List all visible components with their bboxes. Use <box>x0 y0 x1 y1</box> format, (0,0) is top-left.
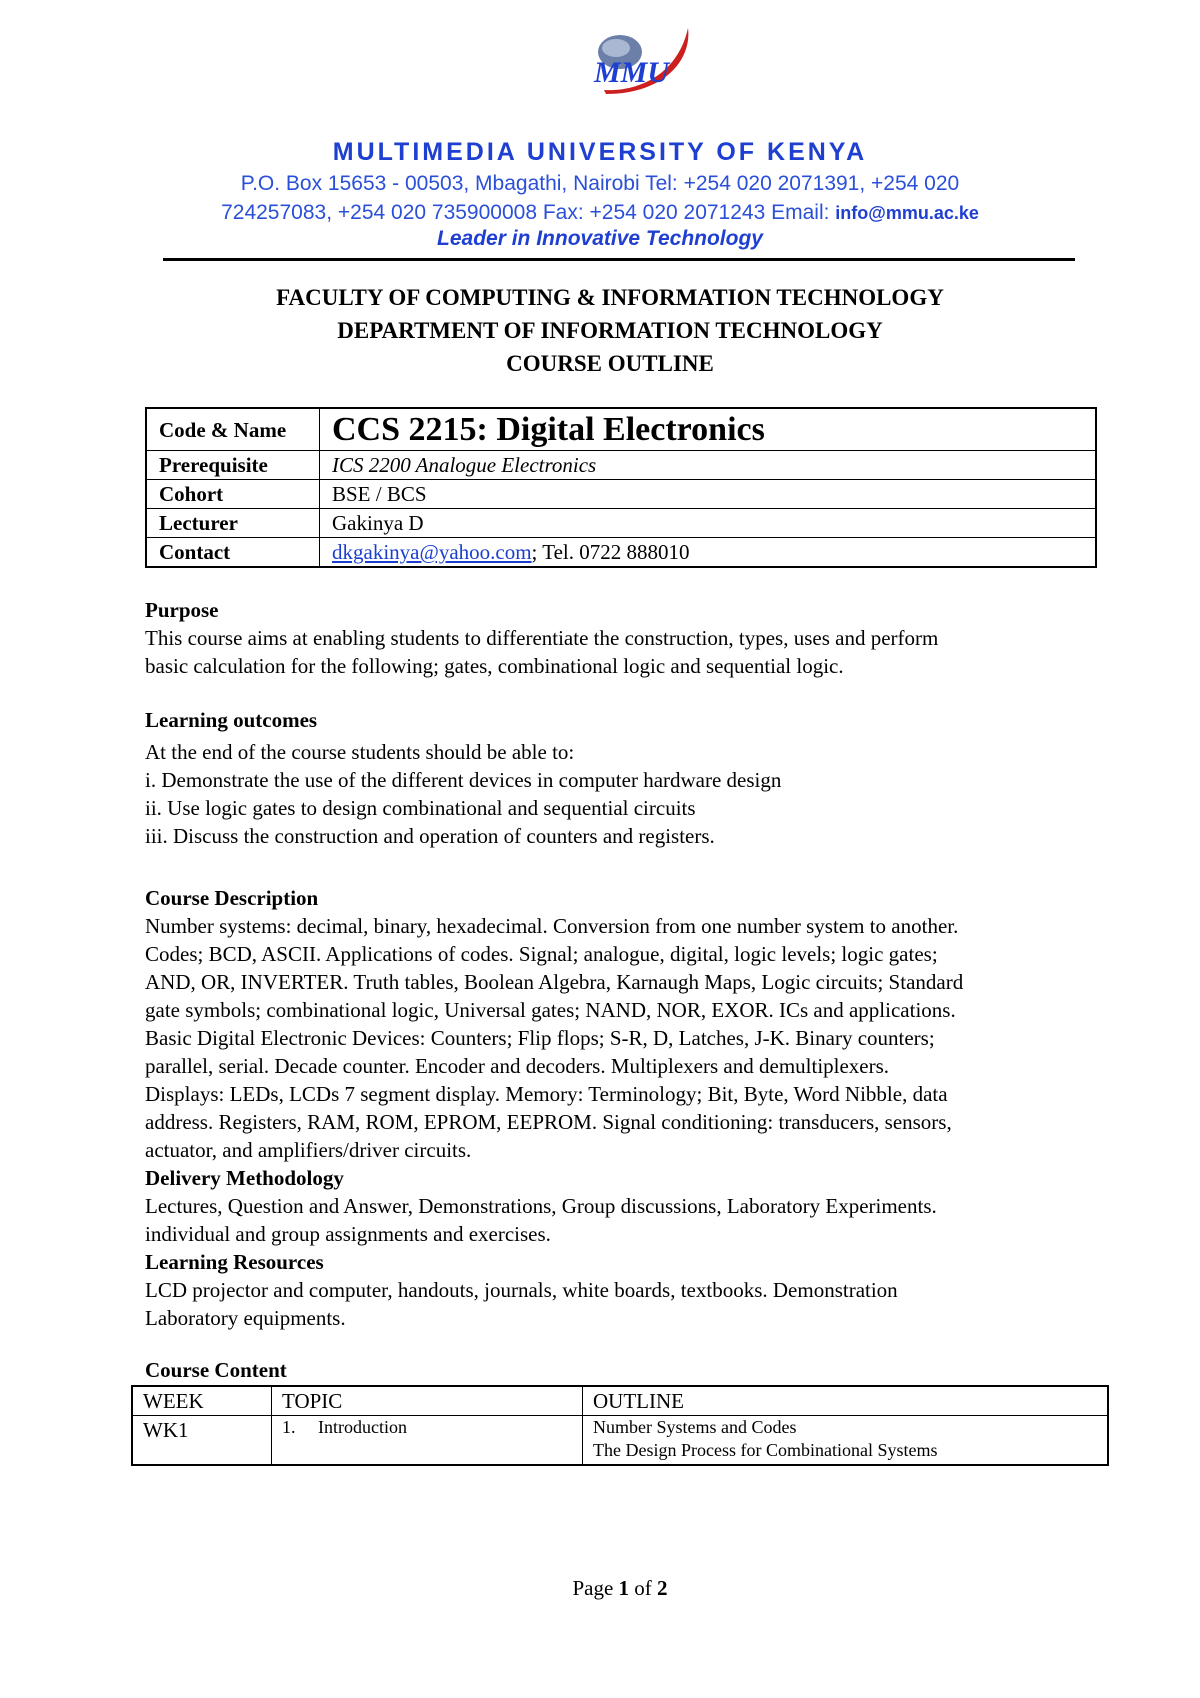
university-email-link[interactable]: info@mmu.ac.ke <box>835 203 979 223</box>
department-title: DEPARTMENT OF INFORMATION TECHNOLOGY <box>337 318 883 343</box>
prerequisite-value: ICS 2200 Analogue Electronics <box>320 451 1097 480</box>
outcome-line: At the end of the course students should be able to: <box>145 740 575 764</box>
faculty-title: FACULTY OF COMPUTING & INFORMATION TECHNOLOGY <box>276 285 944 310</box>
resources-line: LCD projector and computer, handouts, journals, white boards, textbooks. Demonstration <box>145 1278 898 1302</box>
description-line: Number systems: decimal, binary, hexadecimal. Conversion from one number system to another. <box>145 914 959 938</box>
col-week: WEEK <box>132 1386 272 1416</box>
description-line: Displays: LEDs, LCDs 7 segment display. Memory: Terminology; Bit, Byte, Word Nibble, data <box>145 1082 948 1106</box>
delivery-line: individual and group assignments and exercises. <box>145 1222 551 1246</box>
purpose-heading: Purpose <box>145 598 219 622</box>
description-line: address. Registers, RAM, ROM, EPROM, EEPROM. Signal conditioning: transducers, sensors, <box>145 1110 952 1134</box>
course-code-name: CCS 2215: Digital Electronics <box>320 408 1097 451</box>
cohort-label: Cohort <box>146 480 320 509</box>
description-line: Basic Digital Electronic Devices: Counters; Flip flops; S-R, D, Latches, J-K. Binary counters; <box>145 1026 935 1050</box>
header-divider <box>163 258 1075 261</box>
info-row-contact <box>146 538 1096 568</box>
col-topic: TOPIC <box>272 1386 583 1416</box>
page-current: 1 <box>618 1576 630 1600</box>
page-prefix: Page <box>572 1576 619 1600</box>
outcome-line: i. Demonstrate the use of the different devices in computer hardware design <box>145 768 782 792</box>
outcome-line: ii. Use logic gates to design combinational and sequential circuits <box>145 796 696 820</box>
course-info-table <box>145 407 1097 568</box>
address-line-1: P.O. Box 15653 - 00503, Mbagathi, Nairobi Tel: +254 020 2071391, +254 020 <box>240 172 960 195</box>
outline-line: Number Systems and Codes <box>593 1417 797 1437</box>
description-line: gate symbols; combinational logic, Universal gates; NAND, NOR, EXOR. ICs and applications. <box>145 998 956 1022</box>
contact-value <box>320 538 1097 568</box>
document-title: COURSE OUTLINE <box>506 351 714 376</box>
topic-title: Introduction <box>318 1417 407 1437</box>
contact-label: Contact <box>146 538 320 568</box>
info-row-cohort <box>146 480 1096 509</box>
topic-number: 1. <box>282 1417 296 1437</box>
university-name: MULTIMEDIA UNIVERSITY OF KENYA <box>332 138 868 166</box>
topic-cell <box>272 1416 583 1466</box>
outcomes-section <box>145 706 1105 850</box>
week-cell: WK1 <box>132 1416 272 1466</box>
resources-line: Laboratory equipments. <box>145 1306 346 1330</box>
resources-heading: Learning Resources <box>145 1250 324 1274</box>
logo-emblem <box>584 20 704 110</box>
table-row <box>132 1416 1108 1466</box>
address-line-2-text: 724257083, +254 020 735900008 Fax: +254 020 2071243 Email: <box>221 201 836 224</box>
outline-line: The Design Process for Combinational Systems <box>593 1440 938 1460</box>
outline-cell <box>583 1416 1109 1466</box>
address-line-2 <box>130 198 1070 228</box>
code-label: Code & Name <box>146 408 320 451</box>
info-row-code <box>146 408 1096 451</box>
description-line: Codes; BCD, ASCII. Applications of codes. Signal; analogue, digital, logic levels; logic gates; <box>145 942 938 966</box>
lecturer-label: Lecturer <box>146 509 320 538</box>
outcomes-heading: Learning outcomes <box>145 708 318 732</box>
university-logo <box>584 20 704 110</box>
course-content-table <box>131 1385 1109 1466</box>
description-line: AND, OR, INVERTER. Truth tables, Boolean Algebra, Karnaugh Maps, Logic circuits; Standard <box>145 970 964 994</box>
purpose-line: This course aims at enabling students to differentiate the construction, types, uses and perform <box>145 626 939 650</box>
delivery-line: Lectures, Question and Answer, Demonstrations, Group discussions, Laboratory Experiments. <box>145 1194 937 1218</box>
tagline: Leader in Innovative Technology <box>437 227 763 250</box>
page-number <box>0 1576 1200 1601</box>
logo-text: MMU <box>594 56 670 89</box>
page-total: 2 <box>657 1576 668 1600</box>
outcome-line: iii. Discuss the construction and operation of counters and registers. <box>145 824 715 848</box>
delivery-heading: Delivery Methodology <box>145 1166 344 1190</box>
lecturer-value: Gakinya D <box>320 509 1097 538</box>
info-row-lecturer <box>146 509 1096 538</box>
purpose-line: basic calculation for the following; gates, combinational logic and sequential logic. <box>145 654 844 678</box>
info-row-prerequisite <box>146 451 1096 480</box>
description-line: actuator, and amplifiers/driver circuits. <box>145 1138 472 1162</box>
lecturer-email-link[interactable]: dkgakinya@yahoo.com <box>332 540 532 564</box>
purpose-section <box>145 596 1105 680</box>
page-of: of <box>629 1576 658 1600</box>
prerequisite-label: Prerequisite <box>146 451 320 480</box>
cohort-value: BSE / BCS <box>320 480 1097 509</box>
col-outline: OUTLINE <box>583 1386 1109 1416</box>
contact-tel: ; Tel. 0722 888010 <box>531 540 690 564</box>
description-section <box>145 884 1105 1332</box>
content-heading: Course Content <box>145 1358 287 1382</box>
description-line: parallel, serial. Decade counter. Encoder and decoders. Multiplexers and demultiplexers. <box>145 1054 890 1078</box>
description-heading: Course Description <box>145 886 319 910</box>
content-header-row <box>132 1386 1108 1416</box>
